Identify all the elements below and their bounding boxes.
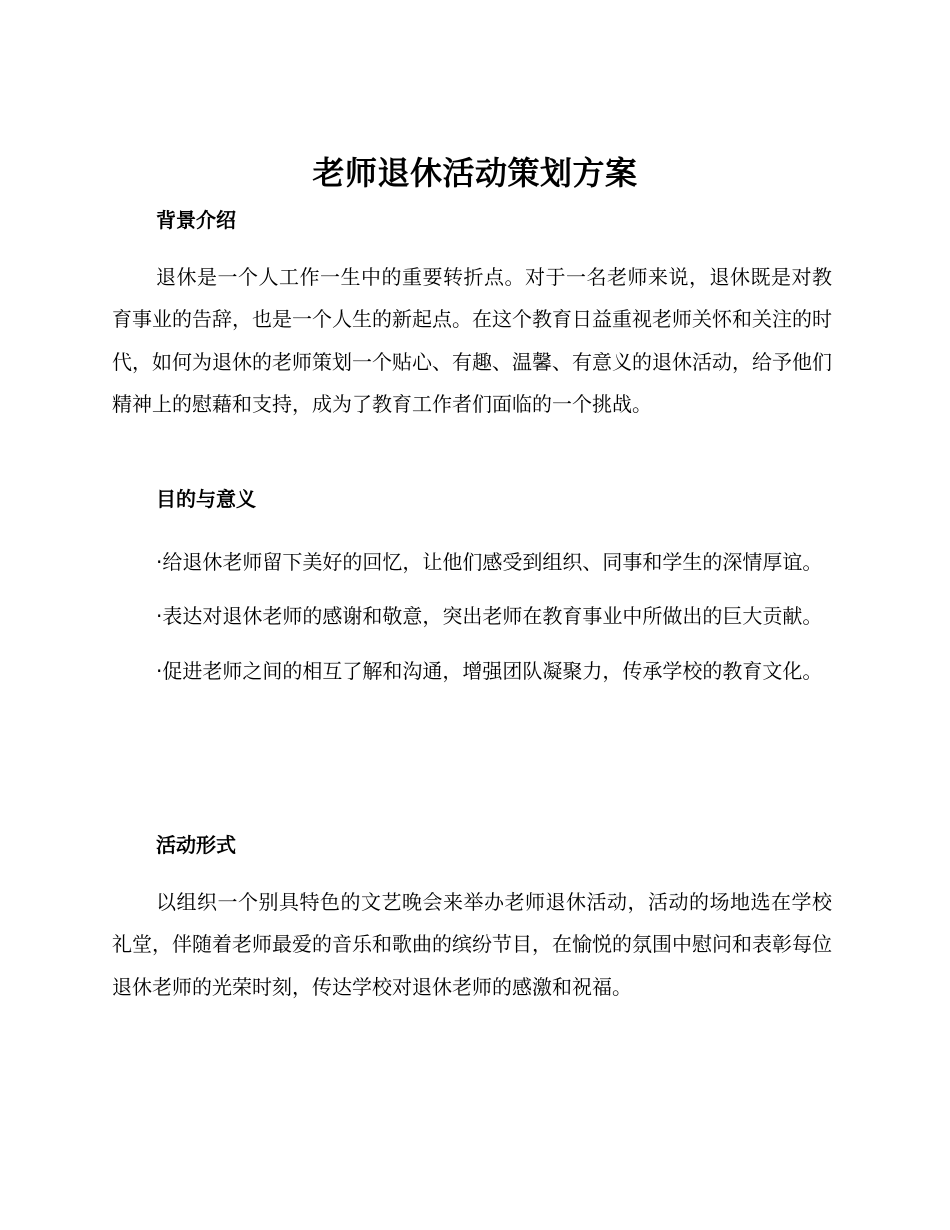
bullet-marker: ·: [156, 658, 163, 683]
section-paragraph: 以组织一个别具特色的文艺晚会来举办老师退休活动，活动的场地选在学校礼堂，伴随着老师最爱的音乐和歌曲的缤纷节目，在愉悦的氛围中慰问和表彰每位退休老师的光荣时刻，传达学校对退休老师的感激和祝福。: [112, 890, 832, 999]
section-background: [112, 205, 832, 425]
bullet-text: 给退休老师留下美好的回忆，让他们感受到组织、同事和学生的深情厚谊。: [162, 550, 823, 574]
document-title: 老师退休活动策划方案: [312, 154, 638, 192]
bullet-item: [112, 650, 832, 692]
section-paragraph: 退休是一个人工作一生中的重要转折点。对于一名老师来说，退休既是对教育事业的告辞，也是一个人生的新起点。在这个教育日益重视老师关怀和关注的时代，如何为退休的老师策划一个贴心、有趣、温馨、有意义的退休活动，给予他们精神上的慰藉和支持，成为了教育工作者们面临的一个挑战。: [112, 265, 832, 416]
bullet-item: [112, 595, 832, 637]
section-heading: 目的与意义: [156, 487, 256, 511]
bullet-text: 表达对退休老师的感谢和敬意，突出老师在教育事业中所做出的巨大贡献。: [162, 604, 823, 629]
bullet-marker: ·: [156, 604, 163, 629]
bullet-item: [112, 541, 832, 583]
bullet-text: 促进老师之间的相互了解和沟通，增强团队凝聚力，传承学校的教育文化。: [162, 658, 823, 683]
section-heading: 背景介绍: [156, 208, 236, 232]
bullet-marker: ·: [156, 550, 163, 574]
section-format: [112, 830, 832, 1008]
section-purpose: [112, 484, 832, 692]
section-heading: 活动形式: [156, 833, 236, 857]
